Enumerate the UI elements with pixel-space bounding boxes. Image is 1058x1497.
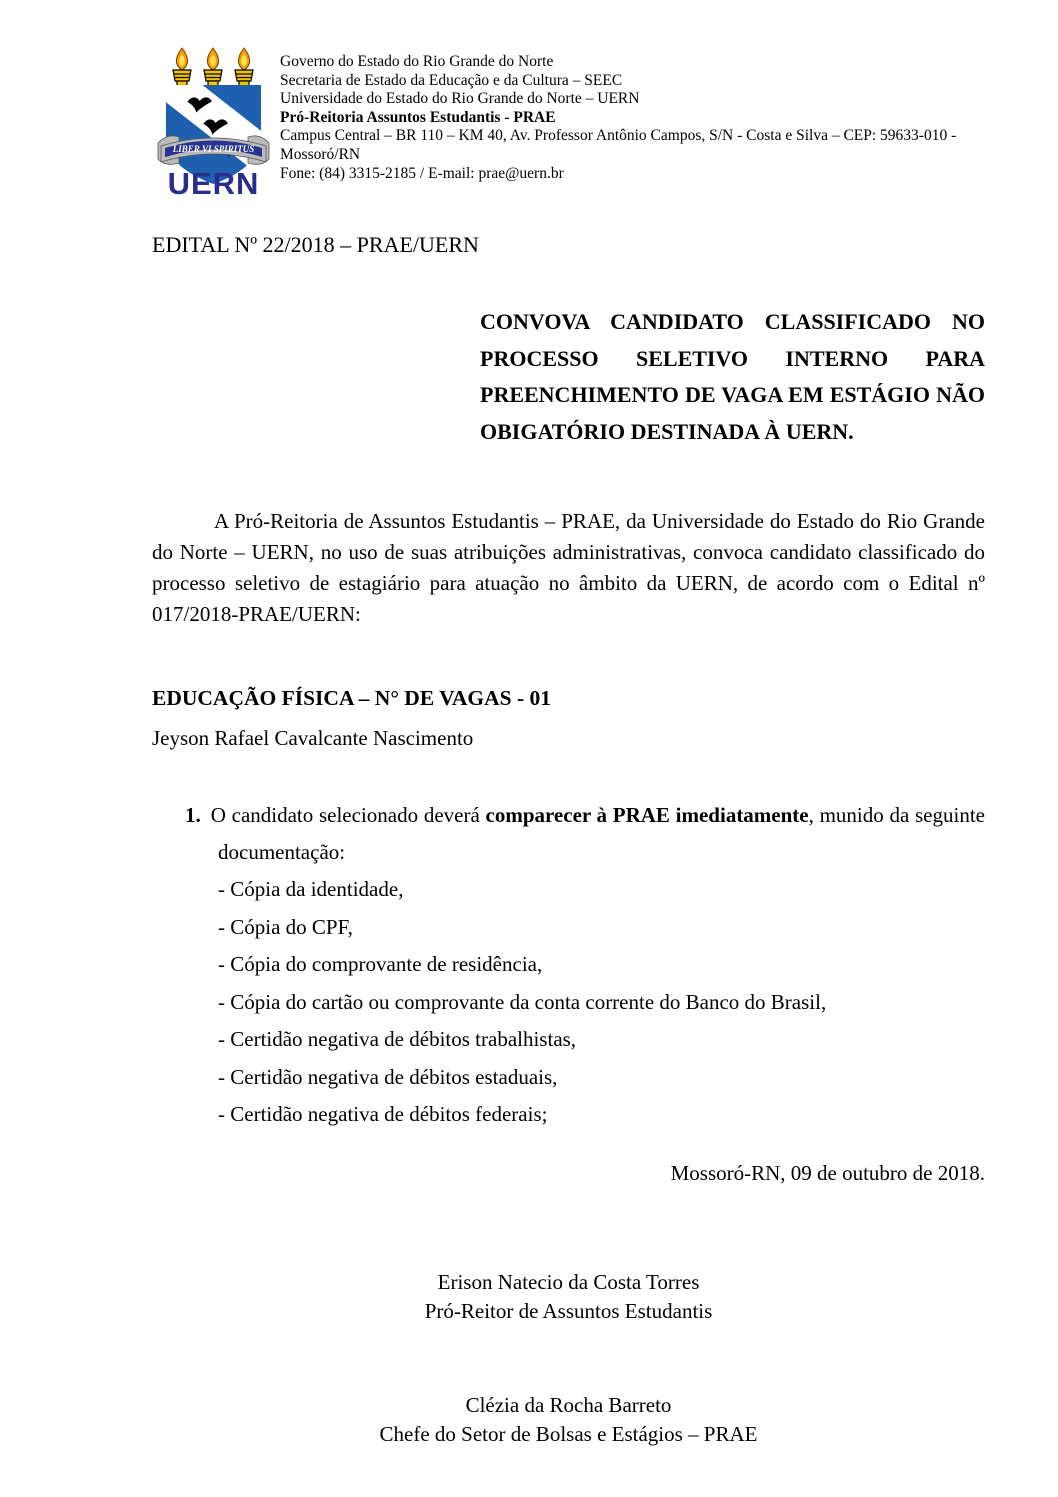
letterhead-line-address: Campus Central – BR 110 – KM 40, Av. Professor Antônio Campos, S/N - Costa e Silva – CEP: 59633-010 - Mossoró/RN bbox=[280, 127, 957, 163]
intro-paragraph: A Pró-Reitoria de Assuntos Estudantis – PRAE, da Universidade do Estado do Rio Grande do Norte – UERN, no uso de suas atribuições administrativas, convoca candidato classificado do processo seletivo de estagiário para atuação no âmbito da UERN, de acordo com o Edital nº 017/2018-PRAE/UERN: bbox=[152, 509, 985, 626]
edital-number: EDITAL Nº 22/2018 – PRAE/UERN bbox=[152, 232, 479, 257]
document-item: - Cópia do comprovante de residência, bbox=[218, 952, 543, 976]
uern-crest-icon bbox=[157, 45, 270, 197]
signature-block-1 bbox=[152, 1268, 985, 1326]
signature-name: Erison Natecio da Costa Torres bbox=[437, 1269, 700, 1294]
letterhead bbox=[152, 45, 985, 202]
letterhead-line-government: Governo do Estado do Rio Grande do Norte bbox=[280, 53, 554, 70]
section-heading: EDUCAÇÃO FÍSICA – N° DE VAGAS - 01 bbox=[152, 686, 552, 710]
item-text-after: , munido da seguinte documentação: bbox=[218, 803, 985, 864]
date-line: Mossoró-RN, 09 de outubro de 2018. bbox=[670, 1160, 985, 1185]
item-number: 1. bbox=[185, 803, 201, 827]
signature-title: Chefe do Setor de Bolsas e Estágios – PRAE bbox=[379, 1421, 758, 1446]
documents-list bbox=[218, 871, 985, 1134]
item-text-before: O candidato selecionado deverá bbox=[210, 803, 486, 827]
item-text-bold: comparecer à PRAE imediatamente bbox=[485, 803, 809, 827]
signature-title: Pró-Reitor de Assuntos Estudantis bbox=[424, 1298, 713, 1323]
letterhead-line-secretariat: Secretaria de Estado da Educação e da Cultura – SEEC bbox=[280, 71, 623, 89]
document-item: - Certidão negativa de débitos estaduais, bbox=[218, 1064, 558, 1089]
motto-text: LIBER VI SPIRITUS bbox=[172, 144, 255, 154]
document-item: - Cópia do cartão ou comprovante da conta corrente do Banco do Brasil, bbox=[218, 989, 827, 1014]
uern-acronym: UERN bbox=[167, 166, 260, 197]
edital-summary: CONVOVA CANDIDATO CLASSIFICADO NO PROCESSO SELETIVO INTERNO PARA PREENCHIMENTO DE VAGA EM ESTÁGIO NÃO OBIGATÓRIO DESTINADA À UERN. bbox=[480, 309, 985, 444]
uern-logo bbox=[157, 45, 270, 202]
document-item: - Cópia da identidade, bbox=[218, 877, 404, 901]
signature-name: Clézia da Rocha Barreto bbox=[465, 1392, 672, 1417]
letterhead-line-contact: Fone: (84) 3315-2185 / E-mail: prae@uern.br bbox=[280, 164, 564, 182]
document-item: - Cópia do CPF, bbox=[218, 914, 353, 939]
candidate-name: Jeyson Rafael Cavalcante Nascimento bbox=[152, 726, 474, 750]
letterhead-text bbox=[280, 45, 985, 183]
document-item: - Certidão negativa de débitos federais; bbox=[218, 1102, 548, 1126]
numbered-item-1 bbox=[185, 797, 985, 871]
letterhead-line-university: Universidade do Estado do Rio Grande do Norte – UERN bbox=[280, 90, 640, 108]
letterhead-line-prae: Pró-Reitoria Assuntos Estudantis - PRAE bbox=[280, 108, 556, 126]
signature-block-2 bbox=[152, 1391, 985, 1449]
document-item: - Certidão negativa de débitos trabalhistas, bbox=[218, 1027, 577, 1051]
